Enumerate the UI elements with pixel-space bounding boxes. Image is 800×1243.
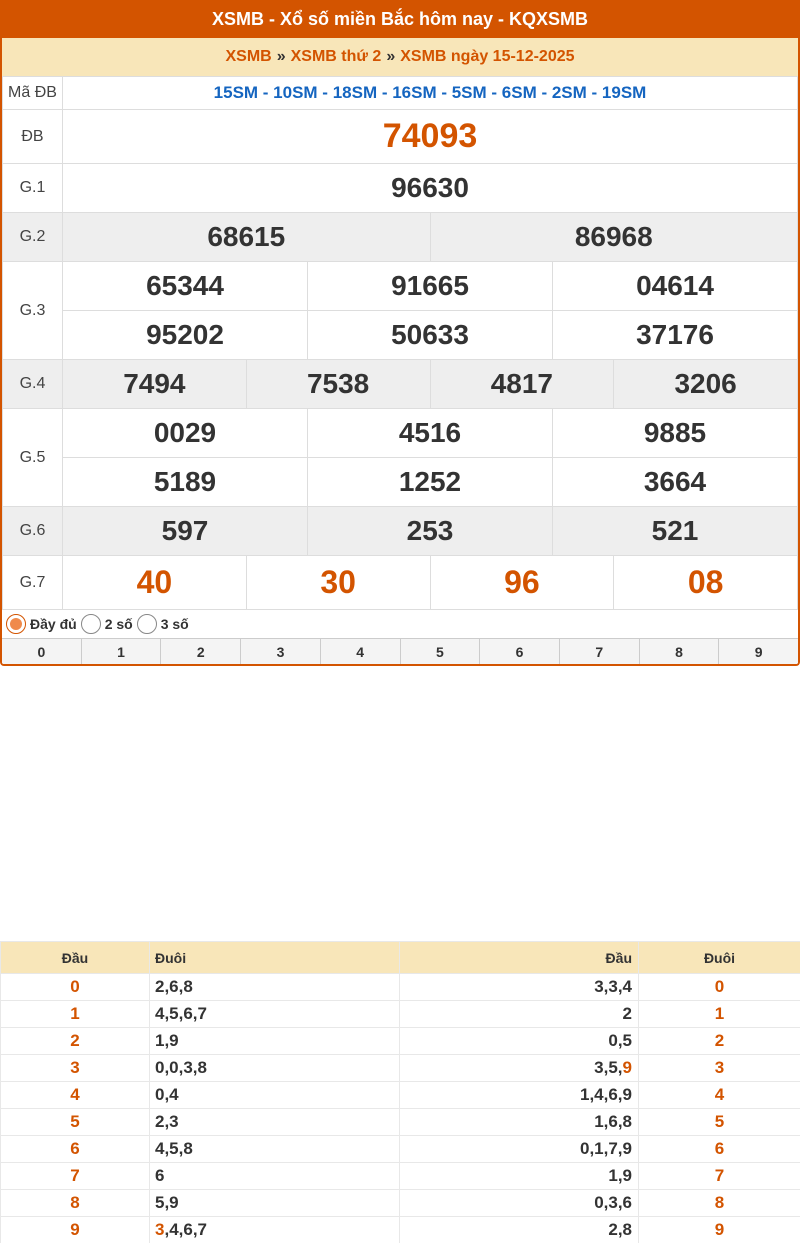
tail-digit: 8 [639, 1190, 800, 1217]
breadcrumb-xsmb-weekday[interactable]: XSMB thứ 2 [290, 48, 382, 65]
head-digits: 2,8 [400, 1217, 639, 1243]
radio-three-digits[interactable] [137, 614, 157, 634]
prize-label: G.2 [3, 213, 63, 262]
head-digit: 2 [1, 1028, 150, 1055]
tail-digits [150, 1217, 400, 1243]
digit-button[interactable]: 2 [161, 639, 241, 665]
tail-digit: 4 [639, 1082, 800, 1109]
page-title: XSMB - Xổ số miền Bắc hôm nay - KQXSMB [2, 0, 798, 38]
tail-digit: 5 [639, 1109, 800, 1136]
prize-g3-row [3, 311, 798, 360]
head-digit: 5 [1, 1109, 150, 1136]
prize-g6-row [3, 507, 798, 556]
column-header-dau: Đầu [1, 942, 150, 974]
display-options [2, 610, 798, 638]
table-row [1, 1082, 800, 1109]
prize-number: 95202 [63, 311, 308, 360]
tail-digits: 6 [150, 1163, 400, 1190]
tail-digits: 0,0,3,8 [150, 1055, 400, 1082]
prize-number: 30 [246, 556, 430, 610]
results-table [2, 76, 798, 610]
prize-number: 08 [614, 556, 798, 610]
prize-label: ĐB [3, 110, 63, 164]
prize-number: 65344 [63, 262, 308, 311]
option-two-digits[interactable] [81, 614, 133, 634]
tail-digit: 2 [639, 1028, 800, 1055]
column-header-dau: Đầu [400, 942, 639, 974]
prize-g1-row [3, 164, 798, 213]
digit-button[interactable]: 3 [241, 639, 321, 665]
head-digits: 2 [400, 1001, 639, 1028]
digit-button[interactable]: 9 [754, 644, 763, 660]
head-digits: 0,3,6 [400, 1190, 639, 1217]
special-code-row [3, 77, 798, 110]
digit-button[interactable]: 8 [640, 639, 720, 665]
radio-two-digits[interactable] [81, 614, 101, 634]
prize-number: 7538 [246, 360, 430, 409]
tail-digit: 6 [639, 1136, 800, 1163]
breadcrumb-xsmb-date[interactable]: XSMB ngày 15-12-2025 [400, 48, 575, 65]
prize-g3-row [3, 262, 798, 311]
prize-label: G.7 [3, 556, 63, 610]
prize-number: 1252 [308, 458, 553, 507]
tail-digits: 2,3 [150, 1109, 400, 1136]
table-row [1, 1055, 800, 1082]
tail-digits: 1,9 [150, 1028, 400, 1055]
head-digit: 0 [1, 974, 150, 1001]
prize-g2-row [3, 213, 798, 262]
option-full[interactable] [6, 614, 77, 634]
tail-digits: 0,4 [150, 1082, 400, 1109]
loto-head-tail-table [0, 941, 800, 1243]
tail-digit: 0 [639, 974, 800, 1001]
tail-digit: 3 [639, 1055, 800, 1082]
radio-full-selected[interactable] [6, 614, 26, 634]
prize-label: G.1 [3, 164, 63, 213]
table-row [1, 1163, 800, 1190]
head-digits [400, 1055, 639, 1082]
tail-digit: 9 [639, 1217, 800, 1243]
table-row [1, 974, 800, 1001]
prize-number: 86968 [430, 213, 798, 262]
head-digits: 0,1,7,9 [400, 1136, 639, 1163]
breadcrumb [2, 38, 798, 76]
table-row [1, 1109, 800, 1136]
prize-g5-row [3, 409, 798, 458]
head-digit: 6 [1, 1136, 150, 1163]
breadcrumb-separator: » [386, 48, 396, 65]
prize-label: G.6 [3, 507, 63, 556]
prize-label: G.3 [3, 262, 63, 360]
tail-digits: 4,5,8 [150, 1136, 400, 1163]
table-row [1, 1001, 800, 1028]
prize-number: 50633 [308, 311, 553, 360]
tail-digits: 2,6,8 [150, 974, 400, 1001]
head-digits: 3,3,4 [400, 974, 639, 1001]
prize-number: 68615 [63, 213, 431, 262]
tail-digits: 5,9 [150, 1190, 400, 1217]
breadcrumb-separator: » [276, 48, 286, 65]
special-code-value: 15SM - 10SM - 18SM - 16SM - 5SM - 6SM - 2SM - 19SM [63, 77, 798, 110]
prize-number: 40 [63, 556, 247, 610]
head-digits: 0,5 [400, 1028, 639, 1055]
prize-number: 91665 [308, 262, 553, 311]
prize-number: 0029 [63, 409, 308, 458]
prize-number: 96630 [63, 164, 798, 213]
head-digits: 1,6,8 [400, 1109, 639, 1136]
digit-button[interactable]: 7 [560, 639, 640, 665]
digit-highlight-bar [2, 638, 798, 665]
digit-button[interactable]: 5 [401, 639, 481, 665]
special-code-label: Mã ĐB [3, 77, 63, 110]
digit-button[interactable]: 4 [321, 639, 401, 665]
digit-button[interactable]: 0 [2, 639, 82, 665]
head-digits-text: 3,5, [594, 1058, 623, 1077]
prize-g4-row [3, 360, 798, 409]
tail-digits-text: ,4,6,7 [164, 1220, 208, 1239]
prize-number: 3664 [553, 458, 798, 507]
breadcrumb-xsmb[interactable]: XSMB [225, 48, 272, 65]
table-row [1, 1028, 800, 1055]
prize-g5-row [3, 458, 798, 507]
prize-number: 253 [308, 507, 553, 556]
prize-number: 597 [63, 507, 308, 556]
tail-digit: 7 [639, 1163, 800, 1190]
highlighted-digit: 3 [155, 1220, 165, 1239]
option-two-digits-label: 2 số [104, 616, 133, 632]
prize-g7-row [3, 556, 798, 610]
option-three-digits-label: 3 số [160, 616, 189, 632]
head-digits: 1,9 [400, 1163, 639, 1190]
option-full-label: Đầy đủ [30, 616, 77, 632]
prize-number: 3206 [614, 360, 798, 409]
head-digit: 7 [1, 1163, 150, 1190]
column-header-duoi: Đuôi [639, 942, 800, 974]
head-digit: 8 [1, 1190, 150, 1217]
prize-label: G.5 [3, 409, 63, 507]
tail-digit: 1 [639, 1001, 800, 1028]
prize-number: 37176 [553, 311, 798, 360]
head-digits: 1,4,6,9 [400, 1082, 639, 1109]
prize-number: 04614 [553, 262, 798, 311]
prize-number: 5189 [63, 458, 308, 507]
prize-number: 9885 [553, 409, 798, 458]
head-digit: 9 [1, 1217, 150, 1243]
special-prize-number: 74093 [63, 110, 798, 164]
digit-button[interactable]: 1 [82, 639, 162, 665]
prize-number: 521 [553, 507, 798, 556]
prize-db-row [3, 110, 798, 164]
head-digit: 3 [1, 1055, 150, 1082]
head-digit: 1 [1, 1001, 150, 1028]
table-row [1, 1190, 800, 1217]
head-digit: 4 [1, 1082, 150, 1109]
prize-number: 96 [430, 556, 614, 610]
digit-button[interactable]: 6 [480, 639, 560, 665]
column-header-duoi: Đuôi [150, 942, 400, 974]
prize-number: 4817 [430, 360, 614, 409]
tail-digits: 4,5,6,7 [150, 1001, 400, 1028]
table-row [1, 1217, 800, 1243]
prize-number: 7494 [63, 360, 247, 409]
highlighted-digit: 9 [622, 1058, 632, 1077]
prize-label: G.4 [3, 360, 63, 409]
table-row [1, 1136, 800, 1163]
option-three-digits[interactable] [137, 614, 189, 634]
prize-number: 4516 [308, 409, 553, 458]
loto-header-row [1, 942, 800, 974]
